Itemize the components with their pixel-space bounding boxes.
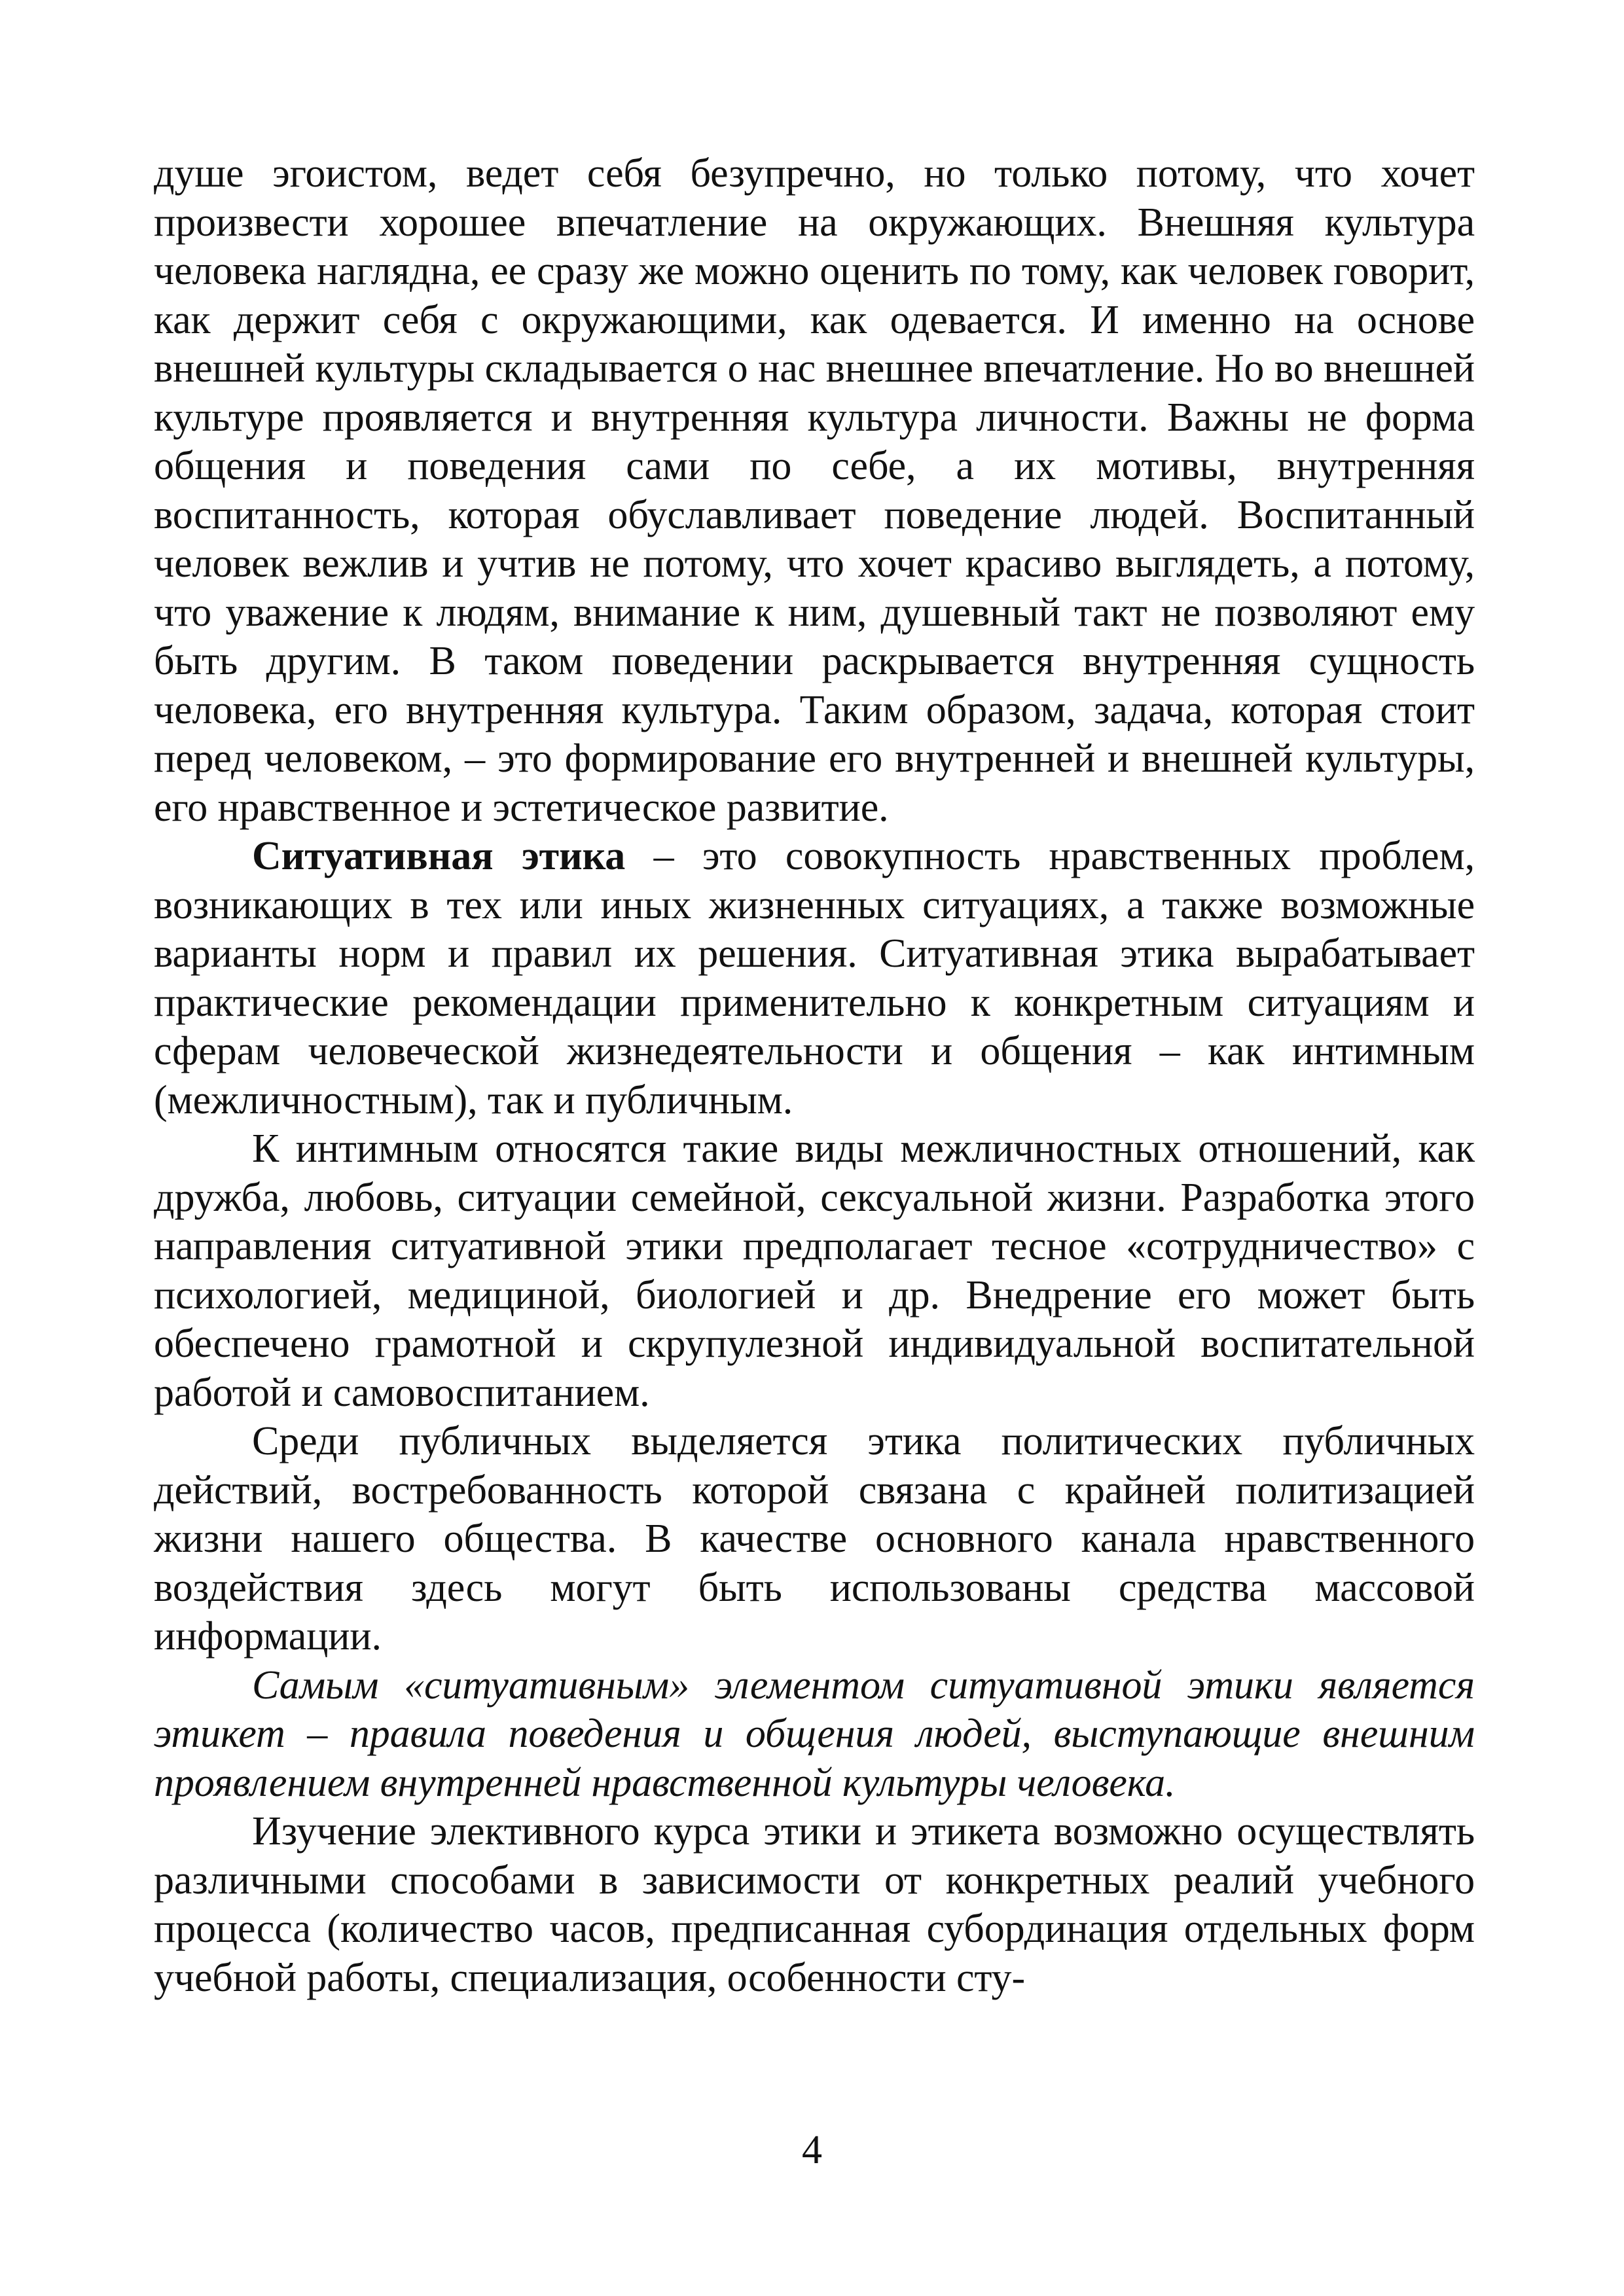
- definition-text: – это совокупность нравственных проблем, возникающих в тех или иных жизненных ситуациях, а также возможные варианты норм и правил их решения. Ситуативная этика вырабатывает практические рекомендации применительно к конкретным ситуациям и сферам человеческой жизнедеятельности и общения – как интимным (межличностным), так и публичным.: [154, 834, 1475, 1122]
- paragraph-continuation: душе эгоистом, ведет себя безупречно, но только потому, что хочет произвести хорошее впечатление на окружающих. Внешняя культура человека наглядна, ее сразу же можно оценить по тому, как человек говорит, как держит себя с окружающими, как одевается. И именно на основе внешней культуры складывается о нас внешнее впечатление. Но во внешней культуре проявляется и внутренняя культура личности. Важны не форма общения и поведения сами по себе, а их мотивы, внутренняя воспитанность, которая обуславливает поведение людей. Воспитанный человек вежлив и учтив не потому, что хочет красиво выглядеть, а потому, что уважение к людям, внимание к ним, душевный такт не позволяют ему быть другим. В таком поведении раскрывается внутренняя сущность человека, его внутренняя культура. Таким образом, задача, которая стоит перед человеком, – это формирование его внутренней и внешней культуры, его нравственное и эстетическое развитие.: [154, 151, 1475, 830]
- term-situational-ethics: Ситуативная этика: [252, 834, 626, 878]
- document-body: [154, 149, 1475, 2002]
- paragraph-etiquette-highlight: Самым «ситуативным» элементом ситуативной этики является этикет – правила поведения и общения людей, выступающие внешним проявлением внутренней нравственной культуры человека.: [154, 1662, 1475, 1805]
- page-number: 4: [802, 2128, 822, 2172]
- paragraph-situational-ethics-definition: [154, 832, 1475, 1124]
- paragraph-elective-course: Изучение элективного курса этики и этикета возможно осуществлять различными способами в зависимости от конкретных реалий учебного процесса (количество часов, предписанная субординация отдельных форм учебной работы, специализация, особенности сту-: [154, 1809, 1475, 2000]
- paragraph-public-ethics: Среди публичных выделяется этика политических публичных действий, востребованность которой связана с крайней политизацией жизни нашего общества. В качестве основного канала нравственного воздействия здесь могут быть использованы средства массовой информации.: [154, 1419, 1475, 1659]
- paragraph-intimate-relations: К интимным относятся такие виды межличностных отношений, как дружба, любовь, ситуации семейной, сексуальной жизни. Разработка этого направления ситуативной этики предполагает тесное «сотрудничество» с психологией, медициной, биологией и др. Внедрение его может быть обеспечено грамотной и скрупулезной индивидуальной воспитательной работой и самовоспитанием.: [154, 1126, 1475, 1415]
